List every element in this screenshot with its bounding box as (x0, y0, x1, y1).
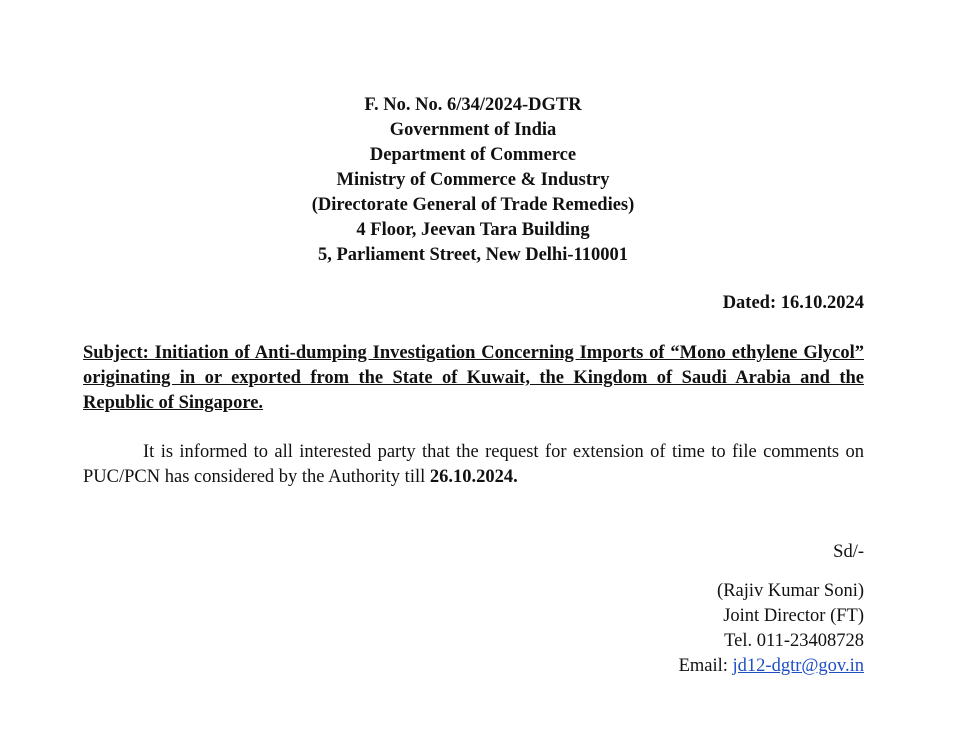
signatory-designation: Joint Director (FT) (723, 606, 864, 626)
file-number: F. No. No. 6/34/2024-DGTR (364, 95, 582, 115)
signatory-name: (Rajiv Kumar Soni) (717, 581, 864, 601)
government-name: Government of India (389, 120, 557, 140)
subject-line: Subject: Initiation of Anti-dumping Investigation Concerning Imports of “Mono ethylene Glycol” originating in or exported from the State of Kuwait, the Kingdom of Saudi Arabia and the Republic of Singapore. (83, 343, 864, 413)
signatory-email-line (679, 654, 864, 679)
email-label: Email: (678, 656, 733, 676)
body-paragraph (83, 440, 864, 490)
signature-mark: Sd/- (833, 542, 864, 562)
letterhead (0, 93, 946, 268)
extension-date: 26.10.2024. (429, 467, 518, 487)
signature-block (679, 579, 864, 679)
ministry-name: Ministry of Commerce & Industry (336, 170, 610, 190)
building-address: 4 Floor, Jeevan Tara Building (356, 220, 590, 240)
directorate-name: (Directorate General of Trade Remedies) (311, 195, 635, 215)
street-address: 5, Parliament Street, New Delhi-110001 (318, 245, 628, 265)
document-date: Dated: 16.10.2024 (722, 293, 864, 313)
email-link[interactable]: jd12-dgtr@gov.in (732, 656, 864, 676)
department-name: Department of Commerce (369, 145, 577, 165)
signatory-telephone: Tel. 011-23408728 (724, 631, 864, 651)
body-text: It is informed to all interested party that the request for extension of time to file comments on PUC/PCN has considered by the Authority till (83, 442, 864, 487)
